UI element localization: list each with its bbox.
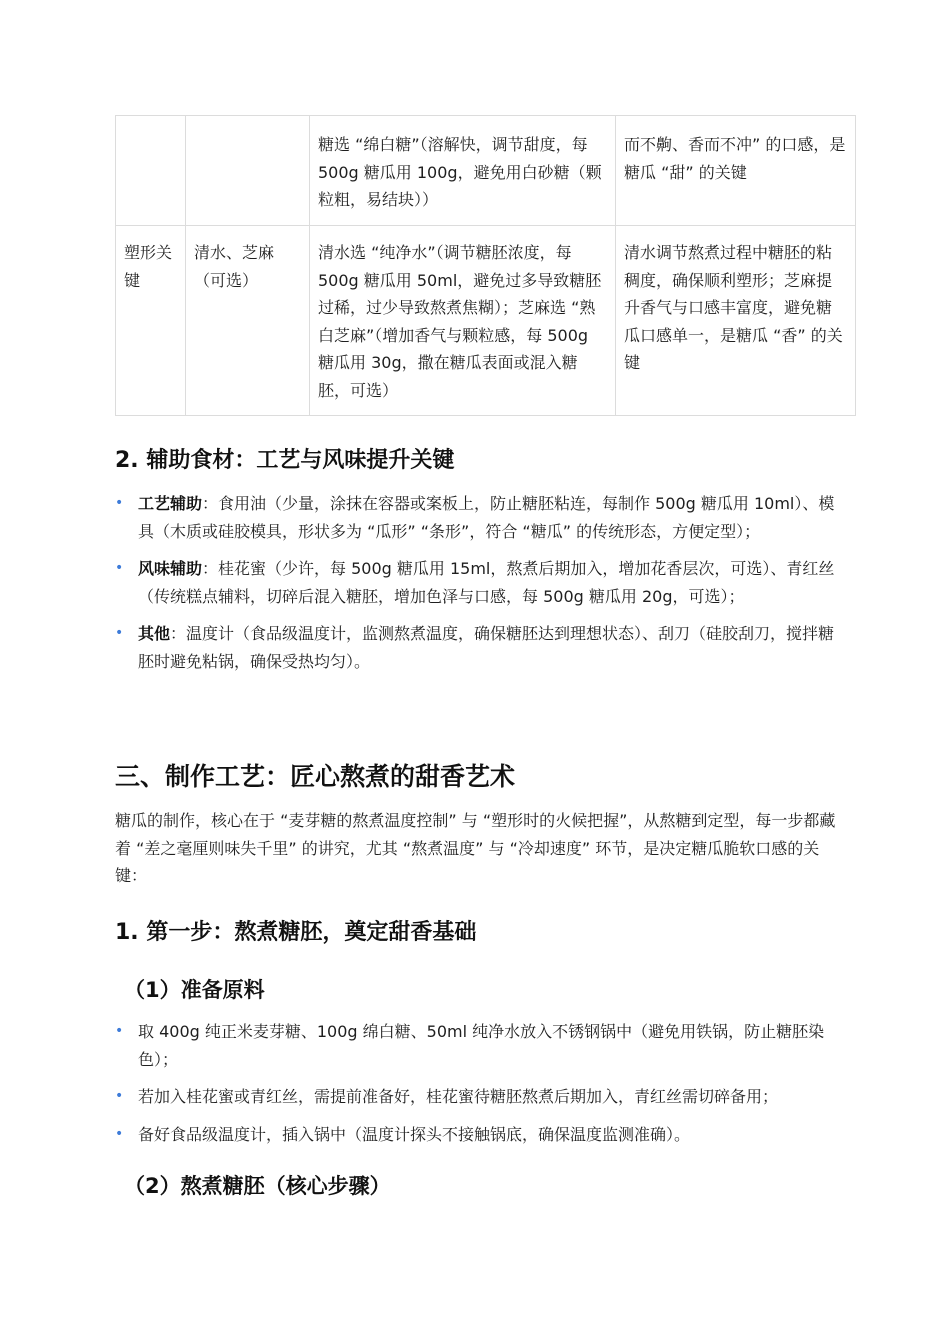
- section-heading: 2. 辅助食材：工艺与风味提升关键: [115, 448, 455, 473]
- step-heading: 1. 第一步：熬煮糖胚，奠定甜香基础: [115, 920, 477, 945]
- bullet-icon: •: [115, 1023, 124, 1039]
- table-row: [116, 226, 856, 416]
- item-text: ：食用油（少量，涂抹在容器或案板上，防止糖胚粘连，每制作 500g 糖瓜用 10ml）、模具（木质或硅胶模具，形状多为 “瓜形” “条形”，符合 “糖瓜” 的传统形态，方便定型）；: [138, 494, 835, 541]
- list-item: [115, 555, 850, 610]
- table-cell: 塑形关键: [116, 226, 186, 416]
- item-text: 若加入桂花蜜或青红丝，需提前准备好，桂花蜜待糖胚熬煮后期加入，青红丝需切碎备用；: [138, 1087, 779, 1106]
- table-cell: 糖选 “绵白糖”（溶解快，调节甜度，每 500g 糖瓜用 100g，避免用白砂糖（颗粒粗，易结块））: [310, 116, 616, 226]
- chapter-heading: 三、制作工艺：匠心熬煮的甜香艺术: [115, 762, 516, 791]
- ingredient-table: [115, 115, 856, 416]
- item-text: ：温度计（食品级温度计，监测熬煮温度，确保糖胚达到理想状态）、刮刀（硅胶刮刀，搅拌糖胚时避免粘锅，确保受热均匀）。: [138, 624, 835, 671]
- bullet-icon: •: [115, 1125, 124, 1142]
- list-item: [115, 1083, 850, 1111]
- item-label: 其他: [138, 624, 171, 643]
- list-item: [115, 1018, 850, 1073]
- sub-heading: （1）准备原料: [124, 978, 265, 1002]
- table-row: [116, 116, 856, 226]
- item-text: 取 400g 纯正米麦芽糖、100g 绵白糖、50ml 纯净水放入不锈钢锅中（避免用铁锅，防止糖胚染色）；: [138, 1022, 825, 1069]
- table-cell: [186, 116, 310, 226]
- intro-paragraph: 糖瓜的制作，核心在于 “麦芽糖的熬煮温度控制” 与 “塑形时的火候把握”，从熬糖到定型，每一步都藏着 “差之毫厘则味失千里” 的讲究，尤其 “熬煮温度” 与 “冷却速度” 环节，是决定糖瓜脆软口感的关键：: [115, 811, 836, 885]
- table-cell: 清水、芝麻（可选）: [186, 226, 310, 416]
- sub-heading: （2）熬煮糖胚（核心步骤）: [124, 1174, 391, 1198]
- table-cell: 而不齁、香而不冲” 的口感，是糖瓜 “甜” 的关键: [616, 116, 856, 226]
- item-label: 工艺辅助: [138, 494, 203, 513]
- auxiliary-list: [115, 490, 850, 685]
- table-cell: 清水选 “纯净水”（调节糖胚浓度，每 500g 糖瓜用 50ml，避免过多导致糖胚过稀，过少导致熬煮焦糊）；芝麻选 “熟白芝麻”（增加香气与颗粒感，每 500g 糖瓜用 30g，撒在糖瓜表面或混入糖胚，可选）: [310, 226, 616, 416]
- list-item: [115, 1121, 850, 1149]
- prep-list: [115, 1018, 850, 1158]
- bullet-icon: •: [115, 1088, 124, 1104]
- bullet-icon: •: [115, 560, 124, 576]
- bullet-icon: •: [115, 495, 124, 511]
- bullet-icon: •: [115, 625, 124, 641]
- item-text: 备好食品级温度计，插入锅中（温度计探头不接触锅底，确保温度监测准确）。: [138, 1124, 691, 1144]
- table-cell: [116, 116, 186, 226]
- item-label: 风味辅助: [138, 559, 203, 578]
- list-item: [115, 620, 850, 675]
- item-text: ：桂花蜜（少许，每 500g 糖瓜用 15ml，熬煮后期加入，增加花香层次，可选）、青红丝（传统糕点辅料，切碎后混入糖胚，增加色泽与口感，每 500g 糖瓜用 20g，可选）；: [138, 559, 835, 606]
- list-item: [115, 490, 850, 545]
- table-cell: 清水调节熬煮过程中糖胚的粘稠度，确保顺利塑形；芝麻提升香气与口感丰富度，避免糖瓜口感单一，是糖瓜 “香” 的关键: [616, 226, 856, 416]
